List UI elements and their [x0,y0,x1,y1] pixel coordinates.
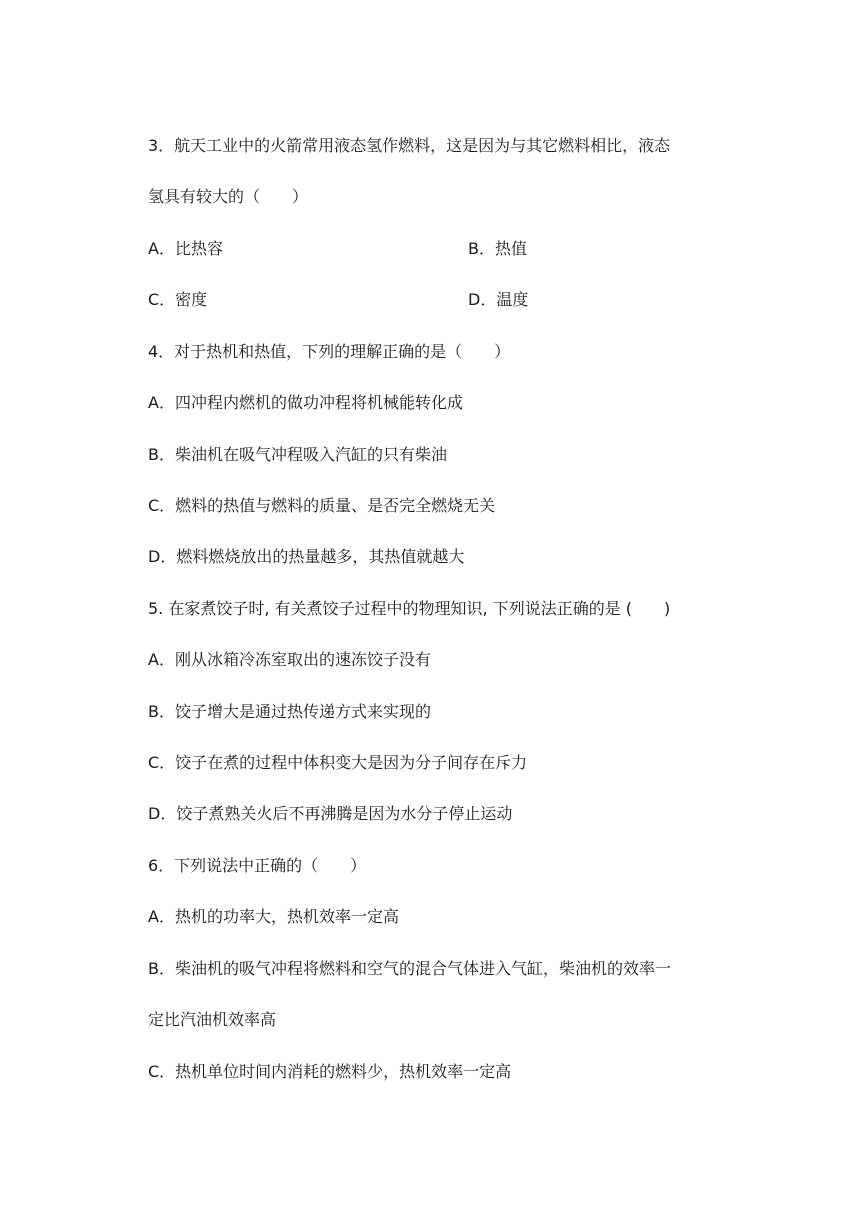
question-6-stem: 6．下列说法中正确的（ ） [148,856,367,875]
question-4-stem: 4．对于热机和热值，下列的理解正确的是（ ） [148,342,511,361]
question-3-stem-line-1: 3．航天工业中的火箭常用液态氢作燃料，这是因为与其它燃料相比，液态 [148,136,671,155]
question-3-options-row-1 [148,238,527,260]
question-5-option-d: D．饺子煮熟关火后不再沸腾是因为水分子停止运动 [148,804,513,823]
question-4-option-d: D．燃料燃烧放出的热量越多，其热值就越大 [148,547,465,566]
question-4-option-a: A．四冲程内燃机的做功冲程将机械能转化成 [148,393,463,412]
question-3-option-b: B．热值 [468,239,527,258]
question-6-option-b-line-2: 定比汽油机效率高 [148,1010,277,1029]
question-6-option-a: A．热机的功率大，热机效率一定高 [148,907,399,926]
question-5-option-a: A．刚从冰箱冷冻室取出的速冻饺子没有 [148,650,431,669]
question-6-option-b-line-1: B．柴油机的吸气冲程将燃料和空气的混合气体进入气缸，柴油机的效率一 [148,959,671,978]
question-3-option-d: D．温度 [468,290,529,309]
question-6-option-c: C．热机单位时间内消耗的燃料少，热机效率一定高 [148,1062,512,1081]
question-5-stem: 5. 在家煮饺子时, 有关煮饺子过程中的物理知识, 下列说法正确的是 ( ) [148,599,671,618]
question-3-options-row-2 [148,289,529,311]
question-3-stem-line-2: 氢具有较大的（ ） [148,187,309,206]
question-5-option-c: C．饺子在煮的过程中体积变大是因为分子间存在斥力 [148,753,528,772]
question-3-option-c: C．密度 [148,290,208,309]
question-4-option-c: C．燃料的热值与燃料的质量、是否完全燃烧无关 [148,496,496,515]
question-4-option-b: B．柴油机在吸气冲程吸入汽缸的只有柴油 [148,445,447,464]
question-5-option-b: B．饺子增大是通过热传递方式来实现的 [148,702,431,721]
question-3-option-a: A．比热容 [148,239,223,258]
